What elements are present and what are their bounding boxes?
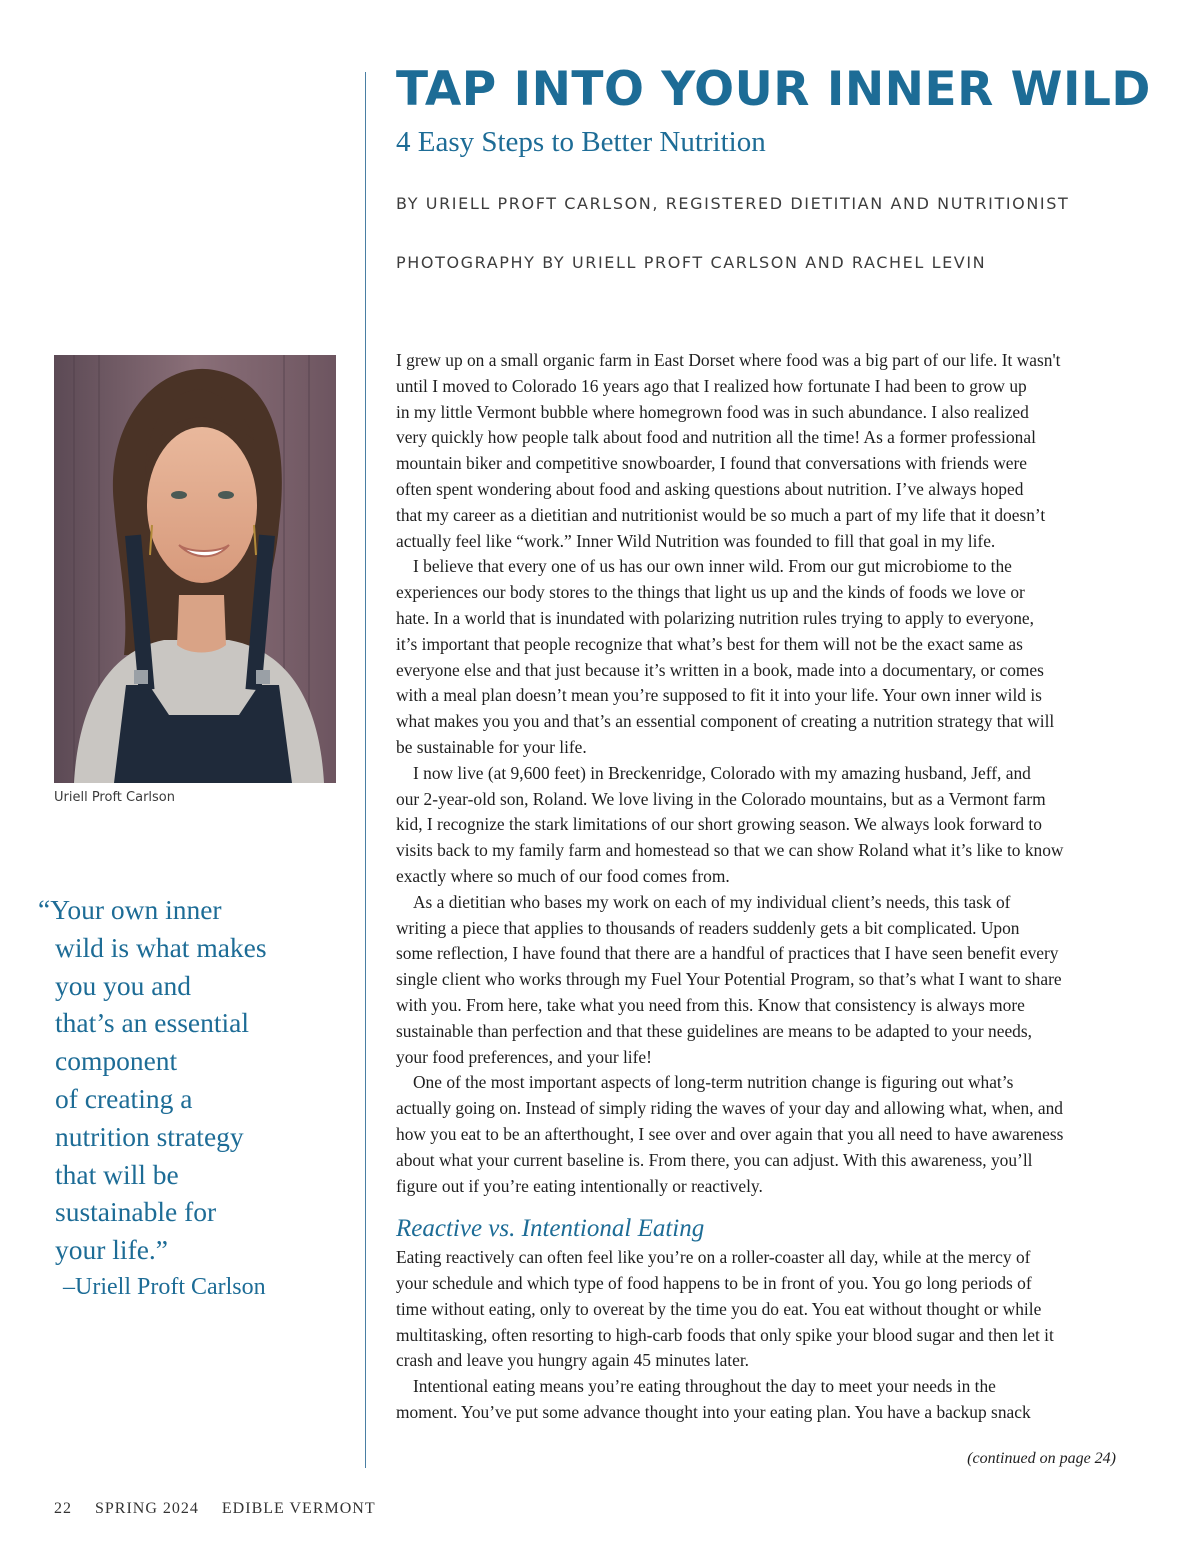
article-title: TAP INTO YOUR INNER WILD xyxy=(396,62,1151,117)
paragraph-line: I grew up on a small organic farm in East Dorset where food was a big part of our life. It wasn't xyxy=(396,350,1061,370)
paragraph-line: single client who works through my Fuel Your Potential Program, so that’s what I want to share xyxy=(396,969,1062,990)
pull-quote-attribution: –Uriell Proft Carlson xyxy=(63,1273,266,1300)
pull-quote-line: of creating a xyxy=(55,1082,193,1114)
paragraph-line: crash and leave you hungry again 45 minutes later. xyxy=(396,1350,750,1371)
pull-quote-line: component xyxy=(55,1045,178,1077)
paragraph-line: be sustainable for your life. xyxy=(396,736,587,757)
paragraph-line: everyone else and that just because it’s written in a book, made into a documentary, or comes xyxy=(396,659,1044,680)
page-number: 22 xyxy=(54,1500,72,1517)
column-divider-rule xyxy=(365,72,366,1468)
article-paragraph xyxy=(396,554,1138,760)
article-paragraph xyxy=(396,1070,1138,1199)
author-byline: BY URIELL PROFT CARLSON, REGISTERED DIETITIAN AND NUTRITIONIST xyxy=(396,194,1070,213)
article-body xyxy=(396,348,1138,1426)
article-paragraph xyxy=(396,1374,1138,1426)
photo-credit: PHOTOGRAPHY BY URIELL PROFT CARLSON AND RACHEL LEVIN xyxy=(396,253,987,272)
article-paragraph xyxy=(396,348,1138,554)
publication-name: EDIBLE VERMONT xyxy=(221,1500,376,1517)
paragraph-line: your schedule and which type of food happens to be in front of you. You go long periods of xyxy=(396,1273,1032,1294)
author-portrait-photo xyxy=(54,355,336,783)
paragraph-line: with you. From here, take what you need from this. Know that consistency is always more xyxy=(396,994,1025,1015)
paragraph-line: sustainable than perfection and that these guidelines are means to be adapted to your needs, xyxy=(396,1020,1032,1041)
paragraph-line: that my career as a dietitian and nutritionist would be so much a part of my life that it doesn’t xyxy=(396,504,1046,525)
paragraph-line: until I moved to Colorado 16 years ago that I realized how fortunate I had been to grow up xyxy=(396,375,1027,396)
paragraph-line: mountain biker and competitive snowboarder, I found that conversations with friends were xyxy=(396,453,1027,474)
paragraph-line: moment. You’ve put some advance thought into your eating plan. You have a backup snack xyxy=(396,1402,1031,1423)
paragraph-line: hate. In a world that is inundated with polarizing nutrition rules trying to apply to everyone, xyxy=(396,607,1034,628)
paragraph-line: often spent wondering about food and asking questions about nutrition. I’ve always hoped xyxy=(396,478,1024,499)
paragraph-line: in my little Vermont bubble where homegrown food was in such abundance. I also realized xyxy=(396,401,1029,422)
pull-quote-line: sustainable for xyxy=(55,1196,217,1228)
paragraph-line: One of the most important aspects of long-term nutrition change is figuring out what’s xyxy=(413,1072,1014,1093)
article-paragraph xyxy=(396,890,1138,1071)
paragraph-line: I believe that every one of us has our own inner wild. From our gut microbiome to the xyxy=(413,556,1012,577)
article-subtitle: 4 Easy Steps to Better Nutrition xyxy=(396,126,766,158)
section-heading: Reactive vs. Intentional Eating xyxy=(396,1215,705,1243)
paragraph-line: actually feel like “work.” Inner Wild Nutrition was founded to fill that goal in my life. xyxy=(396,530,996,551)
paragraph-line: what makes you you and that’s an essential component of creating a nutrition strategy that will xyxy=(396,711,1055,732)
paragraph-line: with a meal plan doesn’t mean you’re supposed to fit it into your life. Your own inner wild is xyxy=(396,685,1042,706)
pull-quote xyxy=(38,891,338,1307)
issue-label: SPRING 2024 xyxy=(95,1500,199,1517)
pull-quote-line: that will be xyxy=(55,1158,179,1190)
paragraph-line: kid, I recognize the stark limitations of our short growing season. We always look forward to xyxy=(396,814,1042,835)
paragraph-line: experiences our body stores to the things that light us up and the kinds of foods we love or xyxy=(396,582,1025,603)
continued-note: (continued on page 24) xyxy=(967,1450,1116,1467)
paragraph-line: very quickly how people talk about food and nutrition all the time! As a former professional xyxy=(396,427,1036,448)
pull-quote-line: nutrition strategy xyxy=(55,1120,244,1152)
paragraph-line: actually going on. Instead of simply riding the waves of your day and allowing what, when, and xyxy=(396,1098,1063,1119)
paragraph-line: visits back to my family farm and homestead so that we can show Roland what it’s like to know xyxy=(396,840,1064,861)
paragraph-line: about what your current baseline is. From there, you can adjust. With this awareness, you’ll xyxy=(396,1149,1033,1170)
paragraph-line: it’s important that people recognize that what’s best for them will not be the exact same as xyxy=(396,633,1023,654)
article-paragraphs xyxy=(396,348,1138,1199)
paragraph-line: your food preferences, and your life! xyxy=(396,1046,652,1067)
paragraph-line: writing a piece that applies to thousands of readers suddenly gets a bit complicated. Upon xyxy=(396,917,1020,938)
paragraph-line: Eating reactively can often feel like you’re on a roller-coaster all day, while at the mercy of xyxy=(396,1247,1031,1268)
paragraph-line: figure out if you’re eating intentionally or reactively. xyxy=(396,1175,763,1196)
paragraph-line: As a dietitian who bases my work on each of my individual client’s needs, this task of xyxy=(413,891,1011,912)
paragraph-line: exactly where so much of our food comes from. xyxy=(396,865,730,886)
pull-quote-line: your life.” xyxy=(55,1234,169,1266)
pull-quote-line: you you and xyxy=(55,969,191,1001)
pull-quote-line: wild is what makes xyxy=(55,931,267,963)
section-paragraphs xyxy=(396,1245,1138,1426)
article-paragraph xyxy=(396,761,1138,890)
paragraph-line: our 2-year-old son, Roland. We love living in the Colorado mountains, but as a Vermont farm xyxy=(396,788,1046,809)
paragraph-line: multitasking, often resorting to high-carb foods that only spike your blood sugar and then let it xyxy=(396,1324,1054,1345)
pull-quote-line: “Your own inner xyxy=(38,894,222,925)
photo-caption: Uriell Proft Carlson xyxy=(54,790,175,805)
paragraph-line: Intentional eating means you’re eating throughout the day to meet your needs in the xyxy=(413,1376,996,1397)
pull-quote-line: that’s an essential xyxy=(55,1007,249,1039)
paragraph-line: how you eat to be an afterthought, I see over and over again that you all need to have awareness xyxy=(396,1123,1064,1144)
page-footer xyxy=(54,1500,394,1518)
article-paragraph xyxy=(396,1245,1138,1374)
paragraph-line: I now live (at 9,600 feet) in Breckenridge, Colorado with my amazing husband, Jeff, and xyxy=(413,762,1031,783)
paragraph-line: time without eating, only to overeat by the time you do eat. You eat without thought or while xyxy=(396,1298,1042,1319)
paragraph-line: some reflection, I have found that there are a handful of practices that I have seen benefit every xyxy=(396,943,1059,964)
